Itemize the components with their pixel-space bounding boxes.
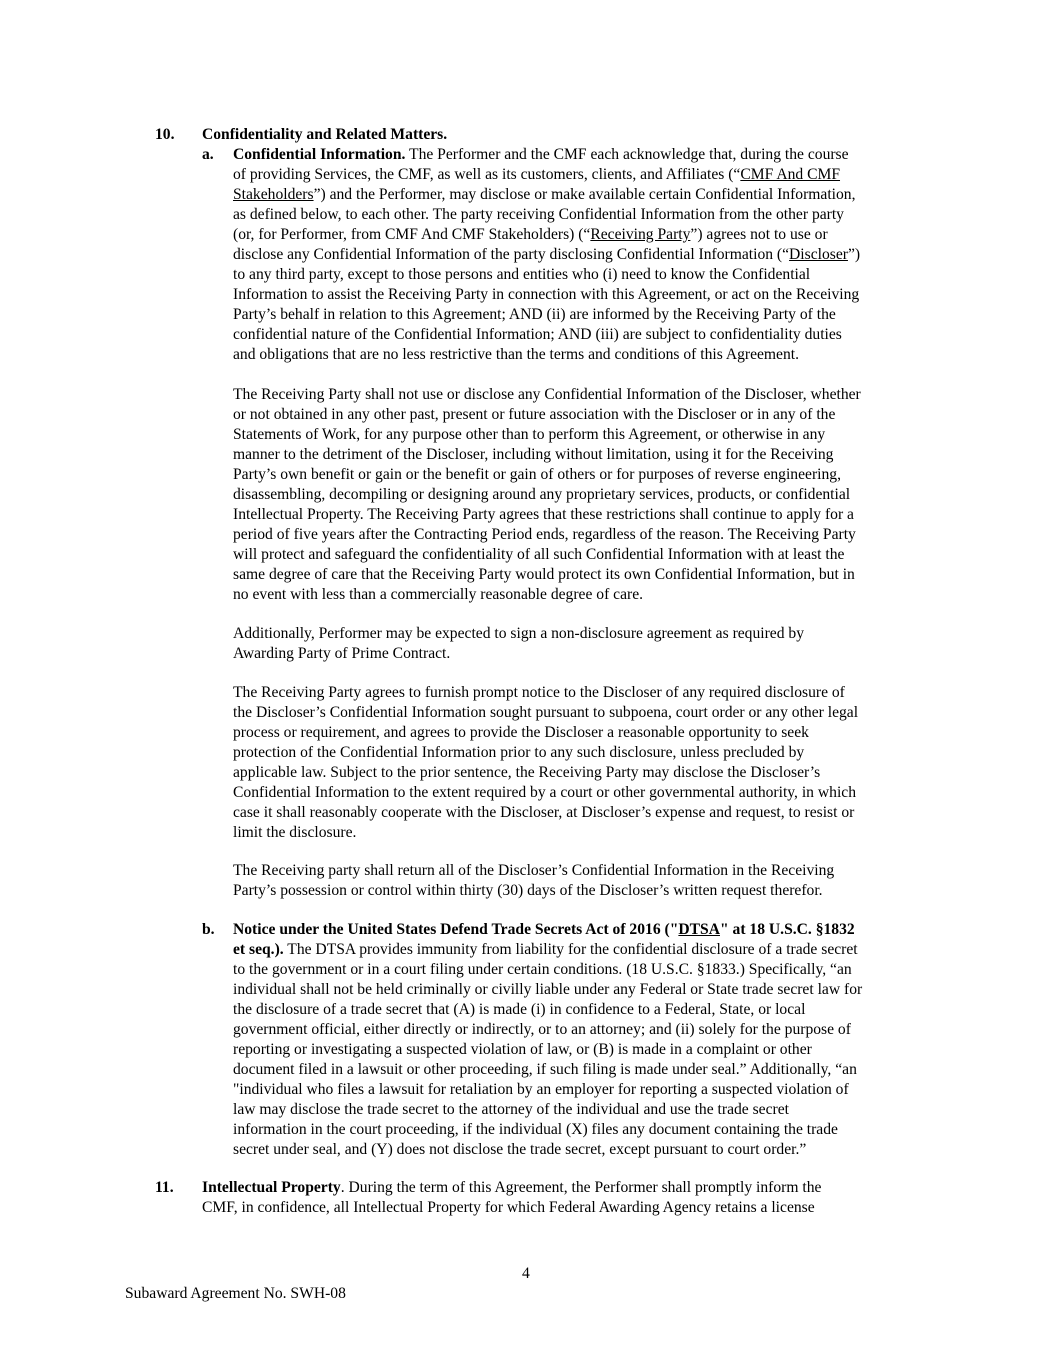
defined-term-dtsa: DTSA [678, 921, 720, 938]
clause-a-line-6: disclose any Confidential Information of the party disclosing Confidential Information (“Discloser”) [233, 246, 861, 263]
section-11-title: Intellectual Property [202, 1179, 341, 1196]
paragraph-line: the Discloser’s Confidential Information sought pursuant to subpoena, court order or any other legal [233, 704, 859, 721]
paragraph-line: to the government or in a court filing under certain conditions. (18 U.S.C. §1833.) Specifically, “an [233, 961, 852, 978]
paragraph-line: Additionally, Performer may be expected to sign a non-disclosure agreement as required by [233, 625, 805, 642]
paragraph-line: document filed in a lawsuit or other proceeding, if such filing is made under seal.” Additionally, “an [233, 1061, 857, 1078]
paragraph-line: applicable law. Subject to the prior sentence, the Receiving Party may disclose the Discloser’s [233, 764, 821, 781]
paragraph-line: Confidential Information to the extent required by a court or other governmental authority, in which [233, 784, 856, 801]
paragraph-line: Intellectual Property. The Receiving Party agrees that these restrictions shall continue to apply for a [233, 506, 854, 523]
paragraph-line: individual shall not be held criminally or civilly liable under any Federal or State trade secret law for [233, 981, 863, 998]
paragraph-line: manner to the detriment of the Discloser, including without limitation, using it for the Receiving [233, 446, 834, 463]
paragraph-line: protection of the Confidential Information prior to any such disclosure, unless precluded by [233, 744, 805, 761]
defined-term-discloser: Discloser [789, 246, 848, 263]
paragraph-line: will protect and safeguard the confidentiality of all such Confidential Information with at least the [233, 546, 845, 563]
defined-term-cmf-stakeholders: CMF And CMF [740, 166, 841, 183]
paragraph-line: the disclosure of a trade secret that (A) is made (i) in confidence to a Federal, State, or local [233, 1001, 806, 1018]
paragraph-line: law may disclose the trade secret to the attorney of the individual and use the trade secret [233, 1101, 789, 1118]
section-10-title: Confidentiality and Related Matters. [202, 126, 448, 143]
clause-a-line-11: and obligations that are no less restrictive than the terms and conditions of this Agreement. [233, 346, 800, 363]
section-11-line-2: CMF, in confidence, all Intellectual Property for which Federal Awarding Agency retains a license [202, 1199, 815, 1216]
clause-b-letter: b. [202, 921, 215, 938]
paragraph-line: Awarding Party of Prime Contract. [233, 645, 451, 662]
paragraph-line: Party’s possession or control within thirty (30) days of the Discloser’s written request therefor. [233, 882, 823, 899]
paragraph-line: or not obtained in any other past, present or future association with the Discloser or in any of the [233, 406, 836, 423]
section-10-number: 10. [155, 126, 175, 143]
clause-a-letter: a. [202, 146, 214, 163]
clause-a-line-7: to any third party, except to those persons and entities who (i) need to know the Confidential [233, 266, 811, 283]
paragraph-line: limit the disclosure. [233, 824, 357, 841]
page-number: 4 [522, 1265, 530, 1282]
paragraph-line: information in the court proceeding, if the individual (X) files any document containing the trade [233, 1121, 838, 1138]
clause-a-heading: Confidential Information. [233, 146, 406, 163]
clause-b-heading-line-1: Notice under the United States Defend Trade Secrets Act of 2016 ("DTSA" at 18 U.S.C. §1832 [233, 921, 855, 938]
paragraph-line: no event with less than a commercially reasonable degree of care. [233, 586, 644, 603]
clause-a-line-10: confidential nature of the Confidential Information; AND (iii) are subject to confidentiality duties [233, 326, 842, 343]
clause-a-line-3: Stakeholders”) and the Performer, may disclose or make available certain Confidential Information, [233, 186, 856, 203]
clause-a-line-5: (or, for Performer, from CMF And CMF Stakeholders) (“Receiving Party”) agrees not to use or [233, 226, 828, 243]
defined-term-receiving-party: Receiving Party [590, 226, 691, 243]
paragraph-line: government official, either directly or indirectly, or to an attorney; and (ii) solely for the purpose of [233, 1021, 851, 1038]
paragraph-line: "individual who files a lawsuit for retaliation by an employer for reporting a suspected violation of [233, 1081, 849, 1098]
paragraph-line: period of five years after the Contracting Period ends, regardless of the reason. The Receiving Party [233, 526, 856, 543]
paragraph-line: case it shall reasonably cooperate with the Discloser, at Discloser’s expense and request, to resist or [233, 804, 855, 821]
clause-a-line-4: as defined below, to each other. The party receiving Confidential Information from the other party [233, 206, 844, 223]
paragraph-line: disassembling, decompiling or designing around any proprietary services, products, or confidential [233, 486, 851, 503]
clause-a-line-8: Information to assist the Receiving Party in connection with this Agreement, or act on the Receiving [233, 286, 860, 303]
section-11-number: 11. [155, 1179, 174, 1196]
paragraph-line: same degree of care that the Receiving Party would protect its own Confidential Information, but in [233, 566, 855, 583]
paragraph-line: Party’s own benefit or gain or the benefit or gain of others or for purposes of reverse engineering, [233, 466, 841, 483]
clause-b-line-2: et seq.). The DTSA provides immunity from liability for the confidential disclosure of a trade secret [233, 941, 858, 958]
paragraph-line: The Receiving Party shall not use or disclose any Confidential Information of the Discloser, whether [233, 386, 861, 403]
section-11-line-1: Intellectual Property. During the term of this Agreement, the Performer shall promptly inform the [202, 1179, 822, 1196]
agreement-number: Subaward Agreement No. SWH-08 [125, 1285, 346, 1302]
clause-a-line-9: Party’s behalf in relation to this Agreement; AND (ii) are informed by the Receiving Party of the [233, 306, 836, 323]
paragraph-line: process or requirement, and agrees to provide the Discloser a reasonable opportunity to seek [233, 724, 809, 741]
paragraph-line: secret under seal, and (Y) does not disclose the trade secret, except pursuant to court order.” [233, 1141, 807, 1158]
clause-a-line-2: of providing Services, the CMF, as well as its customers, clients, and Affiliates (“CMF And CMF [233, 166, 841, 183]
paragraph-line: reporting or investigating a suspected violation of law, or (B) is made in a complaint or other [233, 1041, 812, 1058]
clause-a-line-1: Confidential Information. The Performer and the CMF each acknowledge that, during the course [233, 146, 849, 163]
paragraph-line: The Receiving Party agrees to furnish prompt notice to the Discloser of any required disclosure of [233, 684, 845, 701]
paragraph-line: Statements of Work, for any purpose other than to perform this Agreement, or otherwise in any [233, 426, 826, 443]
paragraph-line: The Receiving party shall return all of the Discloser’s Confidential Information in the Receiving [233, 862, 835, 879]
